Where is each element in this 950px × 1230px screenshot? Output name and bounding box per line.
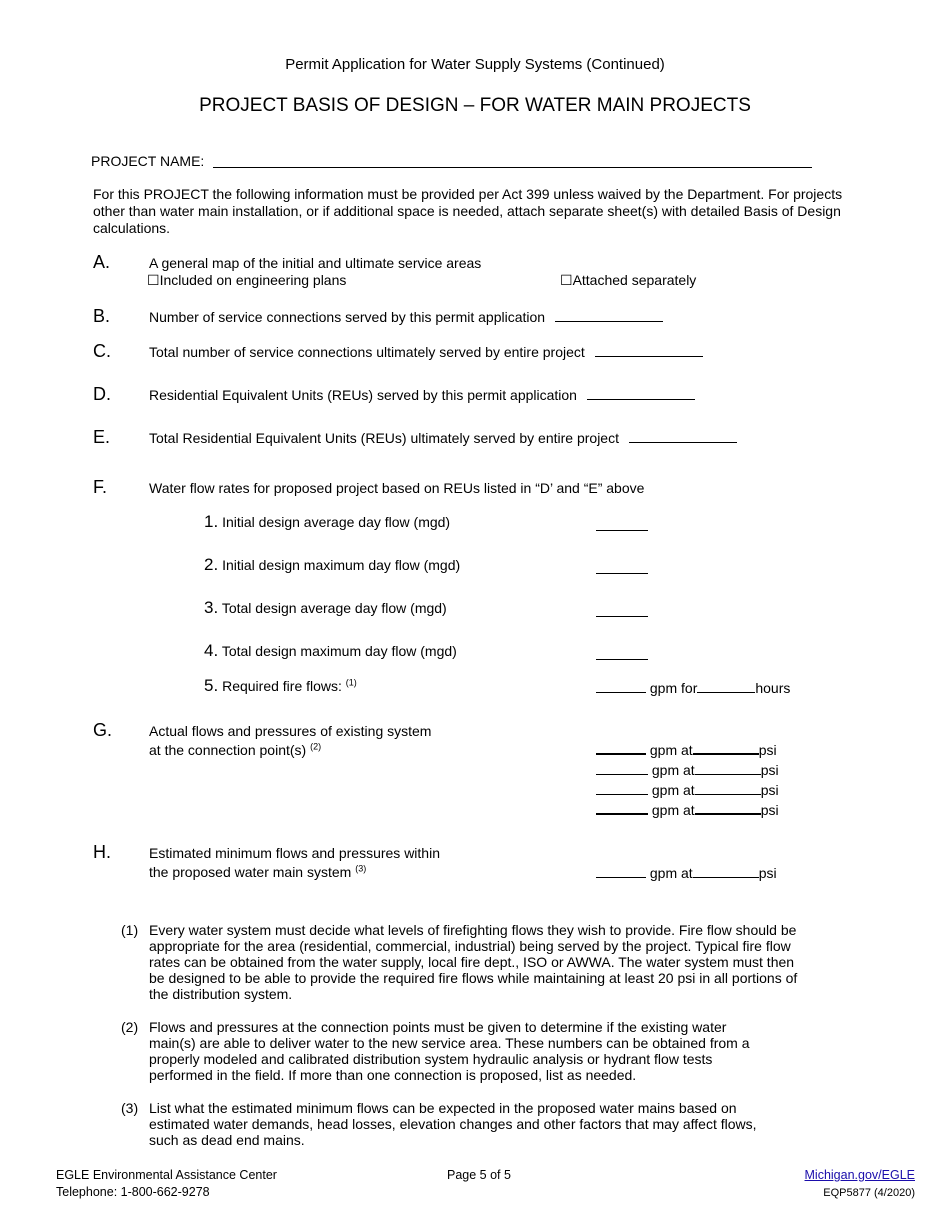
gpm-at-label: gpm at bbox=[649, 865, 693, 881]
footnote-line: List what the estimated minimum flows can be expected in the proposed water mains based on bbox=[149, 1100, 737, 1116]
item-e-text: Total Residential Equivalent Units (REUs) ultimately served by entire project bbox=[149, 430, 619, 446]
gpm-at-label: gpm at bbox=[651, 802, 695, 818]
footnote-3-text bbox=[149, 1100, 829, 1148]
page-number: Page 5 of 5 bbox=[447, 1168, 511, 1182]
footnote-line: Every water system must decide what levels of firefighting flows they wish to provide. Fire flow should be bbox=[149, 922, 797, 938]
psi-label: psi bbox=[760, 762, 779, 778]
existing-gpm-field[interactable] bbox=[596, 813, 648, 815]
michigan-egle-link[interactable]: Michigan.gov/EGLE bbox=[804, 1168, 915, 1182]
flow-row-2 bbox=[204, 555, 460, 575]
page-subtitle: Permit Application for Water Supply Systems (Continued) bbox=[285, 56, 665, 73]
item-f-text: Water flow rates for proposed project based on REUs listed in “D’ and “E” above bbox=[149, 480, 645, 496]
footnote-line: Flows and pressures at the connection points must be given to determine if the existing water bbox=[149, 1019, 727, 1035]
existing-flow-row-3 bbox=[596, 782, 779, 798]
footnote-ref: (3) bbox=[355, 863, 367, 874]
gpm-at-label: gpm at bbox=[651, 782, 695, 798]
footnote-line: such as dead end mains. bbox=[149, 1132, 305, 1148]
proposed-psi-field[interactable] bbox=[693, 877, 759, 878]
option-included-label: Included on engineering plans bbox=[159, 272, 347, 288]
option-attached-label: Attached separately bbox=[572, 272, 697, 288]
item-h-line1: Estimated minimum flows and pressures within bbox=[149, 845, 440, 861]
checkbox-icon[interactable]: ☐ bbox=[147, 272, 160, 288]
item-b-letter: B. bbox=[93, 306, 111, 326]
psi-label: psi bbox=[760, 802, 779, 818]
footnote-line: appropriate for the area (residential, commercial, industrial) being served by the project. Typical fire flow bbox=[149, 938, 791, 954]
flow-row-4 bbox=[204, 641, 457, 661]
existing-flow-row-1 bbox=[596, 742, 777, 758]
option-attached-separately[interactable] bbox=[560, 272, 696, 289]
checkbox-icon[interactable]: ☐ bbox=[560, 272, 573, 288]
hours-label: hours bbox=[755, 680, 791, 696]
footnote-3-number: (3) bbox=[121, 1100, 139, 1116]
item-d-letter: D. bbox=[93, 384, 111, 404]
item-g-line2-text: at the connection point(s) bbox=[149, 742, 307, 758]
flow-row-number: 3. bbox=[204, 598, 219, 617]
fire-flow-fields bbox=[596, 680, 790, 696]
flow-row-label: Total design average day flow (mgd) bbox=[221, 600, 447, 616]
item-h-line2-text: the proposed water main system bbox=[149, 864, 352, 880]
gpm-at-label: gpm at bbox=[651, 762, 695, 778]
proposed-flow-row bbox=[596, 865, 777, 881]
item-b-row bbox=[149, 309, 663, 325]
item-c-text: Total number of service connections ultimately served by entire project bbox=[149, 344, 585, 360]
flow-row-2-field[interactable] bbox=[596, 573, 648, 574]
flow-row-3-field[interactable] bbox=[596, 616, 648, 617]
item-g-line1: Actual flows and pressures of existing system bbox=[149, 723, 432, 739]
footnote-line: properly modeled and calibrated distribution system hydraulic analysis or hydrant flow tests bbox=[149, 1051, 713, 1067]
existing-psi-field[interactable] bbox=[695, 813, 761, 815]
item-a-letter: A. bbox=[93, 252, 111, 272]
psi-label: psi bbox=[760, 782, 779, 798]
flow-row-label: Required fire flows: bbox=[222, 678, 342, 694]
footnote-2-text bbox=[149, 1019, 829, 1083]
flow-row-1 bbox=[204, 512, 450, 532]
item-g-line2 bbox=[149, 742, 321, 758]
item-d-field[interactable] bbox=[587, 399, 695, 400]
footer-org: EGLE Environmental Assistance Center bbox=[56, 1168, 277, 1182]
item-g-letter: G. bbox=[93, 720, 113, 740]
footnote-line: the distribution system. bbox=[149, 986, 293, 1002]
footnote-line: be designed to be able to provide the required fire flows while maintaining at least 20 psi in all portions of bbox=[149, 970, 798, 986]
item-d-row bbox=[149, 387, 695, 403]
footer-link-wrapper bbox=[805, 1168, 915, 1182]
item-a-text: A general map of the initial and ultimate service areas bbox=[149, 255, 482, 271]
item-b-field[interactable] bbox=[555, 321, 663, 322]
footnote-ref: (1) bbox=[345, 677, 357, 688]
item-c-row bbox=[149, 344, 703, 360]
footnote-line: rates can be obtained from the water supply, local fire dept., ISO or AWWA. The water system must then bbox=[149, 954, 795, 970]
existing-flow-row-2 bbox=[596, 762, 779, 778]
footnote-line: main(s) are able to deliver water to the new service area. These numbers can be obtained from a bbox=[149, 1035, 750, 1051]
project-name-label: PROJECT NAME: bbox=[91, 153, 205, 169]
existing-gpm-field[interactable] bbox=[596, 774, 648, 775]
option-included-on-plans[interactable] bbox=[147, 272, 346, 289]
flow-row-number: 5. bbox=[204, 676, 219, 695]
gpm-at-label: gpm at bbox=[649, 742, 693, 758]
flow-row-5 bbox=[204, 676, 357, 696]
item-d-text: Residential Equivalent Units (REUs) served by this permit application bbox=[149, 387, 577, 403]
item-h-line2 bbox=[149, 864, 366, 880]
flow-row-label: Initial design maximum day flow (mgd) bbox=[222, 557, 461, 573]
item-b-text: Number of service connections served by this permit application bbox=[149, 309, 546, 325]
item-e-row bbox=[149, 430, 737, 446]
page-title: PROJECT BASIS OF DESIGN – FOR WATER MAIN PROJECTS bbox=[199, 95, 751, 116]
item-c-field[interactable] bbox=[595, 356, 703, 357]
flow-row-3 bbox=[204, 598, 447, 618]
item-c-letter: C. bbox=[93, 341, 111, 361]
flow-row-number: 4. bbox=[204, 641, 219, 660]
footnote-ref: (2) bbox=[310, 741, 322, 752]
existing-psi-field[interactable] bbox=[693, 753, 759, 755]
existing-gpm-field[interactable] bbox=[596, 794, 648, 795]
flow-row-number: 1. bbox=[204, 512, 219, 531]
footnote-line: performed in the field. If more than one connection is proposed, list as needed. bbox=[149, 1067, 637, 1083]
item-f-letter: F. bbox=[93, 477, 108, 497]
intro-paragraph: For this PROJECT the following information must be provided per Act 399 unless waived by the Department. For projects other than water main installation, or if additional space is needed, attach separate sheet(s) with detailed Basis of Design calculations. bbox=[93, 186, 843, 236]
flow-row-label: Total design maximum day flow (mgd) bbox=[221, 643, 457, 659]
gpm-for-label: gpm for bbox=[649, 680, 698, 696]
footnote-2-number: (2) bbox=[121, 1019, 139, 1035]
proposed-gpm-field[interactable] bbox=[596, 877, 646, 878]
psi-label: psi bbox=[758, 865, 777, 881]
item-e-field[interactable] bbox=[629, 442, 737, 443]
footnote-line: estimated water demands, head losses, elevation changes and other factors that may affect flows, bbox=[149, 1116, 757, 1132]
psi-label: psi bbox=[758, 742, 777, 758]
fire-flow-gpm-field[interactable] bbox=[596, 692, 646, 693]
flow-row-1-field[interactable] bbox=[596, 530, 648, 531]
form-id: EQP5877 (4/2020) bbox=[823, 1187, 915, 1199]
flow-row-4-field[interactable] bbox=[596, 659, 648, 660]
existing-flow-row-4 bbox=[596, 802, 779, 818]
item-h-letter: H. bbox=[93, 842, 111, 862]
item-e-letter: E. bbox=[93, 427, 111, 447]
footnote-1-text bbox=[149, 922, 829, 1002]
project-name-field[interactable] bbox=[213, 167, 812, 168]
flow-row-number: 2. bbox=[204, 555, 219, 574]
footer-phone: Telephone: 1-800-662-9278 bbox=[56, 1185, 210, 1199]
existing-psi-field[interactable] bbox=[695, 794, 761, 795]
fire-flow-hours-field[interactable] bbox=[697, 692, 755, 693]
existing-psi-field[interactable] bbox=[695, 774, 761, 775]
flow-row-label: Initial design average day flow (mgd) bbox=[222, 514, 451, 530]
existing-gpm-field[interactable] bbox=[596, 753, 646, 755]
footnote-1-number: (1) bbox=[121, 922, 139, 938]
